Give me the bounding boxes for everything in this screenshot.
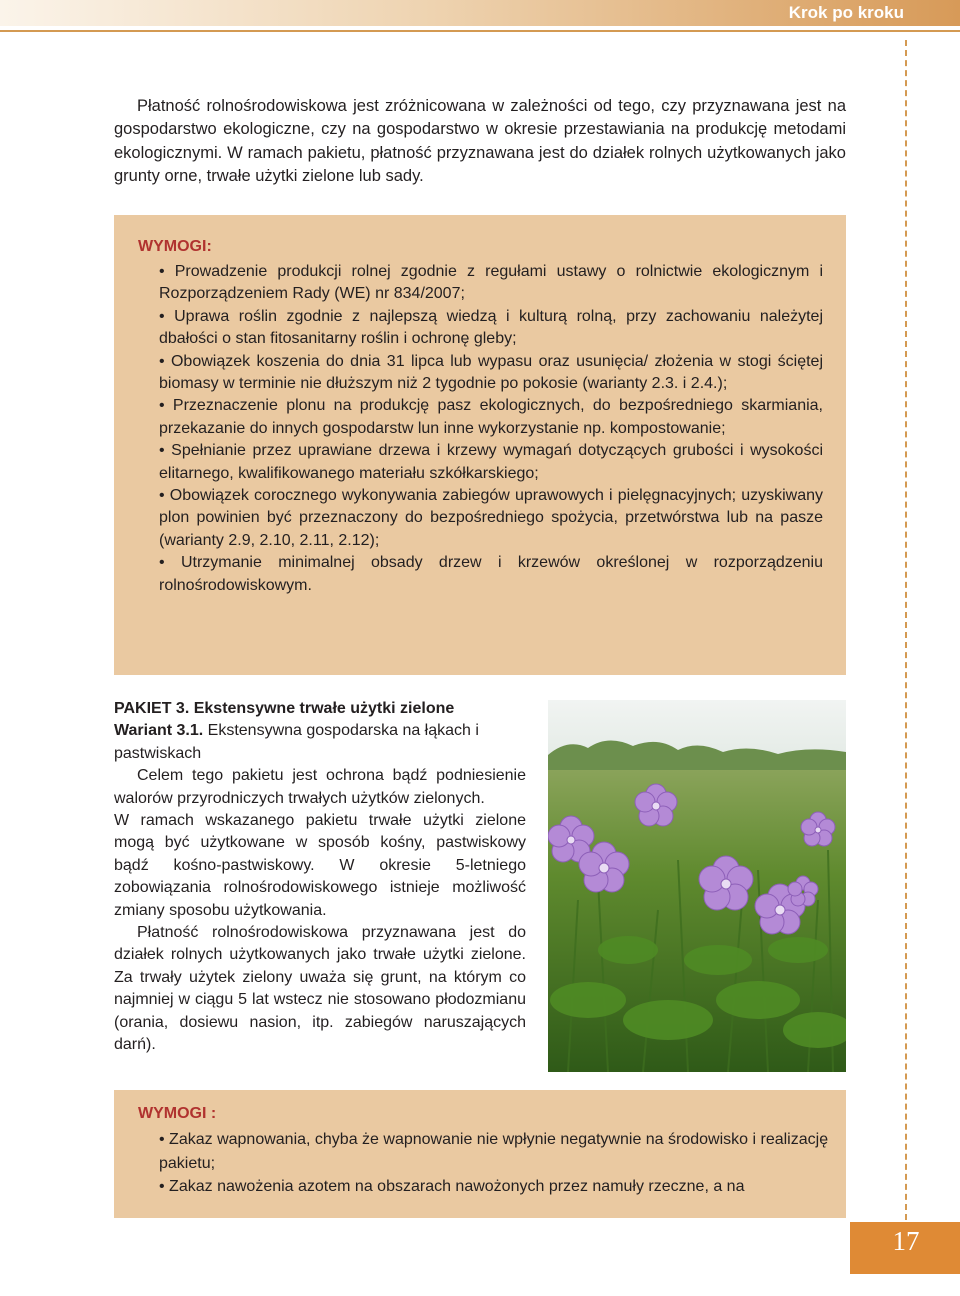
package-paragraph-2: W ramach wskazanego pakietu trwałe użytki zielone mogą być użytkowane w sposób kośny, pastwiskowy bądź kośno-pastwiskowy. W okresie 5-letniego zobowiązania rolnośrodowiskowego istnieje możliwość zmiany sposobu użytkowania. [114,812,526,919]
requirement-item: • Obowiązek koszenia do dnia 31 lipca lub wypasu oraz usunięcia/ złożenia w stogi ściętej biomasy w terminie nie dłuższym niż 2 tygodnie po pokosie (warianty 2.3. i 2.4.); [159,352,823,393]
header-divider [0,30,960,32]
requirement-item: • Przeznaczenie plonu na produkcję pasz ekologicznych, do bezpośredniego skarmiania, przekazanie do innych gospodarstw lun inne wykorzystanie np. kompostowanie; [159,397,823,437]
requirements-list [159,261,823,597]
requirement-item: • Spełnianie przez uprawiane drzewa i krzewy wymagań dotyczących grubości i wysokości elitarnego, kwalifikowanego materiału szkółkarskiego; [159,442,823,482]
requirement-item: • Zakaz nawożenia azotem na obszarach nawożonych przez namuły rzeczne, a na [159,1178,745,1195]
requirement-item: • Utrzymanie minimalnej obsady drzew i krzewów określonej w rozporządzeniu rolnośrodowiskowym. [159,554,823,594]
requirement-item: • Uprawa roślin zgodnie z najlepszą wiedzą i kulturą rolną, przy zachowaniu należytej dbałości o stan fitosanitarny roślin i ochronę gleby; [159,307,823,348]
intro-paragraph: Płatność rolnośrodowiskowa jest zróżnicowana w zależności od tego, czy przyznawana jest na gospodarstwo ekologiczne, czy na gospodarstwo w okresie przestawiania na produkcję metodami ekologicznymi. W ramach pakietu, płatność przyznawana jest do działek rolnych użytkowanych jako grunty orne, trwałe użytki zielone lub sady. [114,97,846,186]
package-title: PAKIET 3. Ekstensywne trwałe użytki zielone [114,700,455,717]
requirements-title: WYMOGI: [138,238,212,255]
requirements2-list [159,1128,829,1199]
header-title: Krok po kroku [788,3,904,22]
variant-text: Ekstensywna gospodarska na łąkach i pastwiskach [114,722,479,762]
package-paragraph-3: Płatność rolnośrodowiskowa przyznawana jest do działek rolnych użytkowanych jako trwałe użytki zielone. Za trwały użytek zielony uważa się grunt, na którym co najmniej w ciągu 5 lat wstecz nie stosowano płodozmianu (orania, dosiewu nasion, itp. zabiegów naruszających darń). [114,924,526,1054]
requirements2-title: WYMOGI : [138,1105,217,1122]
variant-label: Wariant 3.1. [114,722,204,740]
margin-dashed-line [905,40,907,1220]
package-paragraph-1: Celem tego pakietu jest ochrona bądź podniesienie walorów przyrodniczych trwałych użytków zielonych. [114,767,526,807]
variant-heading [114,720,526,765]
package-section [114,698,526,1057]
requirement-item: • Prowadzenie produkcji rolnej zgodnie z regułami ustawy o rolnictwie ekologicznym i Rozporządzeniem Rady (WE) nr 834/2007; [159,263,823,303]
requirement-item: • Obowiązek corocznego wykonywania zabiegów uprawowych i pielęgnacyjnych; uzyskiwany plon powinien być przeznaczony do bezpośredniego spożycia, przetwórstwa lub na pasze (warianty 2.9, 2.10, 2.11, 2.12); [159,487,823,549]
meadow-flowers-photo [548,700,846,1072]
page-number: 17 [892,1226,920,1256]
requirement-item: • Zakaz wapnowania, chyba że wapnowanie nie wpłynie negatywnie na środowisko i realizację pakietu; [159,1131,829,1172]
